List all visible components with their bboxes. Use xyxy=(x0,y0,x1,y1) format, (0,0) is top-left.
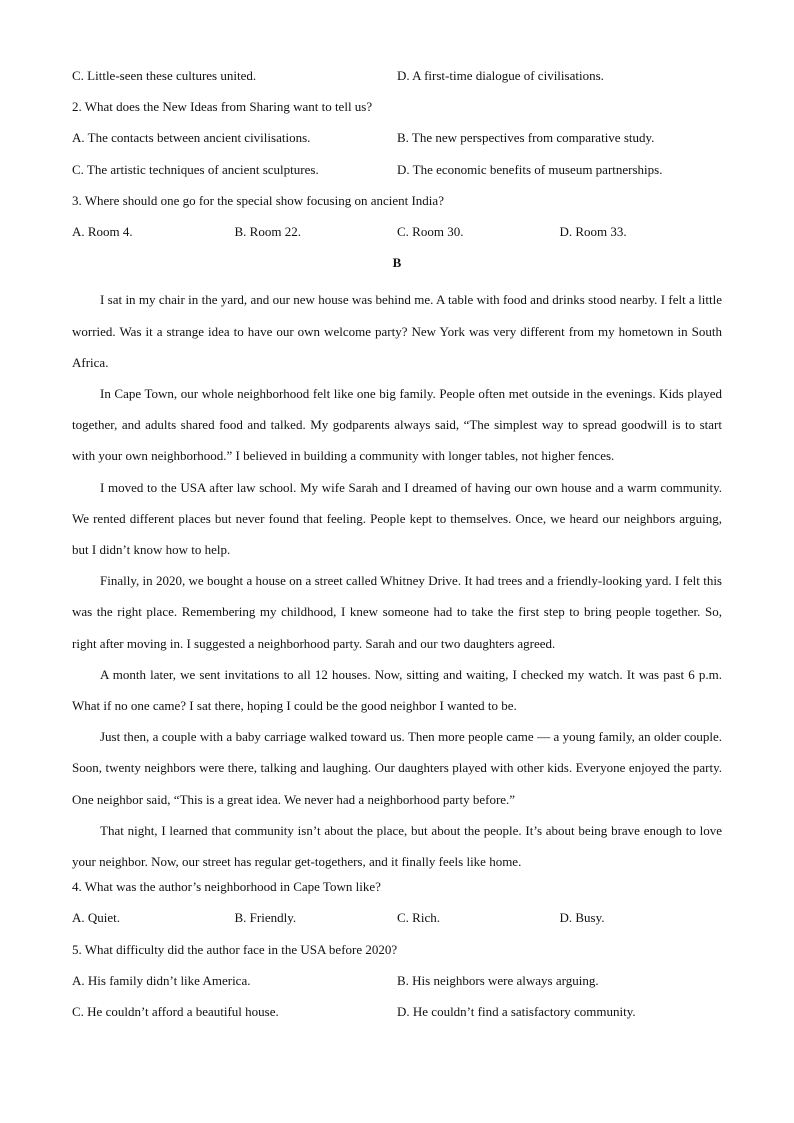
question-3-stem: 3. Where should one go for the special show focusing on ancient India? xyxy=(72,192,444,208)
option-b: B. The new perspectives from comparative study. xyxy=(397,130,655,146)
section-label: B xyxy=(392,255,402,271)
question-5-stem: 5. What difficulty did the author face in the USA before 2020? xyxy=(72,941,398,957)
option-a: A. His family didn’t like America. xyxy=(72,972,251,988)
option-c: C. He couldn’t afford a beautiful house. xyxy=(72,1003,279,1019)
q5-options-ab xyxy=(72,971,722,1002)
q4-options xyxy=(72,908,722,939)
q3-options xyxy=(72,222,722,253)
option-c: C. The artistic techniques of ancient sculptures. xyxy=(72,161,319,177)
option-b: B. Room 22. xyxy=(234,223,301,239)
q1-options-cd xyxy=(72,66,722,97)
passage-paragraph-2: In Cape Town, our whole neighborhood felt like one big family. People often met outside in the evenings. Kids played together, and adults shared food and talked. My godparents always said, “The simplest way to spread goodwill is to start with your own neighborhood.” I believed in building a community with longer tables, not higher fences. xyxy=(72,385,722,464)
q2-options-ab xyxy=(72,128,722,159)
passage-paragraph-5: A month later, we sent invitations to all 12 houses. Now, sitting and waiting, I checked my watch. It was past 6 p.m. What if no one came? I sat there, hoping I could be the good neighbor I wanted to be. xyxy=(72,666,722,713)
option-d: D. Busy. xyxy=(559,910,605,926)
option-c: C. Little-seen these cultures united. xyxy=(72,68,257,83)
option-d: D. Room 33. xyxy=(559,223,627,239)
option-c: C. Room 30. xyxy=(397,223,464,239)
option-d: D. The economic benefits of museum partnerships. xyxy=(397,161,663,177)
passage-paragraph-1: I sat in my chair in the yard, and our new house was behind me. A table with food and drinks stood nearby. I felt a little worried. Was it a strange idea to have our own welcome party? New York was very different from my hometown in South Africa. xyxy=(72,292,722,370)
option-a: A. Room 4. xyxy=(72,223,133,239)
option-a: A. The contacts between ancient civilisations. xyxy=(72,130,311,146)
option-d: D. He couldn’t find a satisfactory community. xyxy=(397,1003,636,1019)
passage-paragraph-3: I moved to the USA after law school. My wife Sarah and I dreamed of having our own house and a warm community. We rented different places but never found that feeling. People kept to themselves. Once, we heard our neighbors arguing, but I didn’t know how to help. xyxy=(72,479,722,557)
option-a: A. Quiet. xyxy=(72,910,121,926)
q5-options-cd xyxy=(72,1002,722,1033)
passage-paragraph-6: Just then, a couple with a baby carriage walked toward us. Then more people came — a young family, an older couple. Soon, twenty neighbors were there, talking and laughing. Our daughters played with other kids. Everyone enjoyed the party. One neighbor said, “This is a great idea. We never had a neighborhood party before.” xyxy=(72,729,722,807)
exam-page xyxy=(72,66,722,1033)
option-b: B. Friendly. xyxy=(234,910,297,926)
q2-options-cd xyxy=(72,160,722,191)
passage-paragraph-4: Finally, in 2020, we bought a house on a street called Whitney Drive. It had trees and a friendly-looking yard. I felt this was the right place. Remembering my childhood, I knew someone had to take the first step to bring people together. So, right after moving in. I suggested a neighborhood party. Sarah and our two daughters agreed. xyxy=(72,573,722,651)
question-4-stem: 4. What was the author’s neighborhood in Cape Town like? xyxy=(72,879,381,895)
option-c: C. Rich. xyxy=(397,910,440,926)
question-2-stem: 2. What does the New Ideas from Sharing want to tell us? xyxy=(72,99,373,115)
option-b: B. His neighbors were always arguing. xyxy=(397,972,599,988)
option-d: D. A first-time dialogue of civilisations. xyxy=(397,68,604,83)
passage-paragraph-7: That night, I learned that community isn’t about the place, but about the people. It’s about being brave enough to love your neighbor. Now, our street has regular get-togethers, and it finally feels like home. xyxy=(72,822,722,869)
